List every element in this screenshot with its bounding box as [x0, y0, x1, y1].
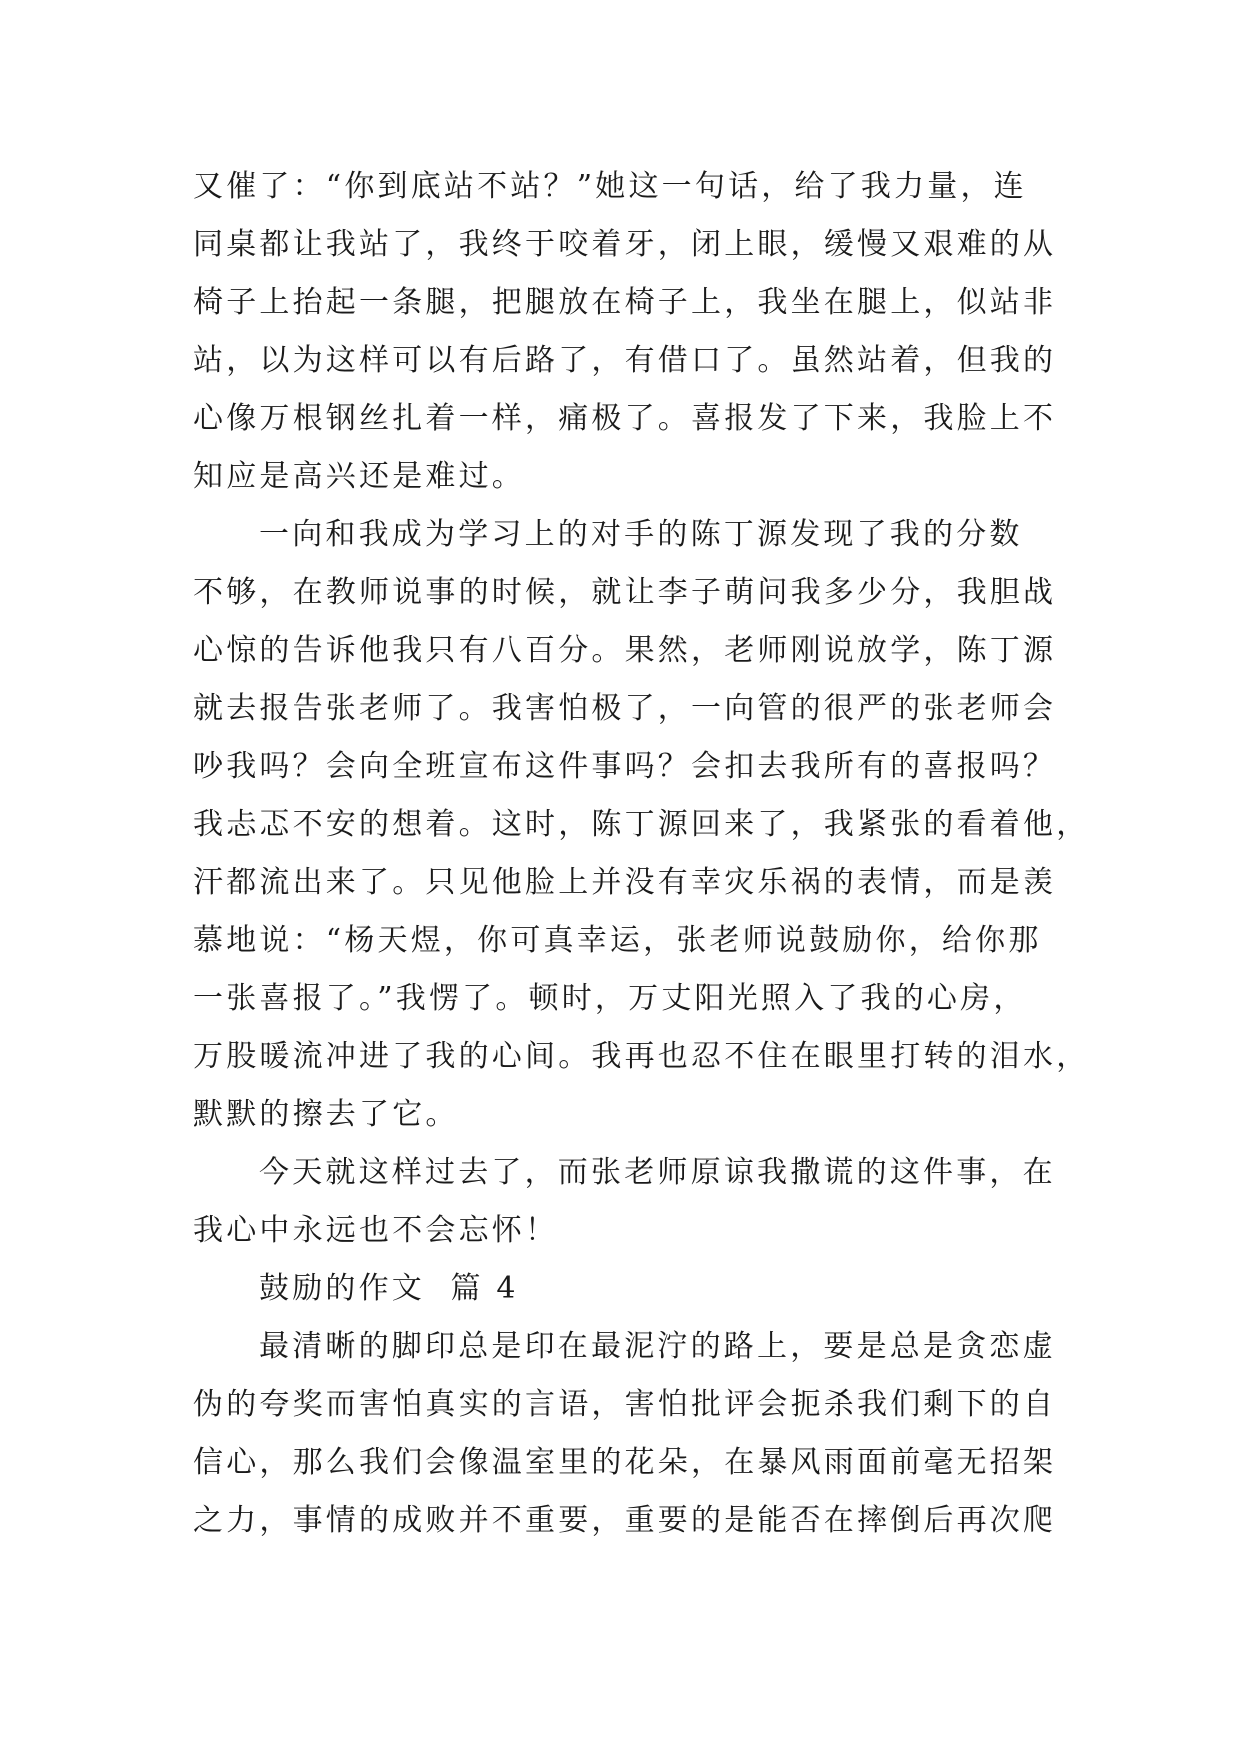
paragraph-start-line: 今天就这样过去了，而张老师原谅我撒谎的这件事，在	[259, 1155, 1056, 1190]
text-line: 默默的擦去了它。	[193, 1097, 459, 1132]
text-line: 万股暖流冲进了我的心间。我再也忍不住在眼里打转的泪水，	[193, 1039, 1090, 1074]
text-line: 我忐忑不安的想着。这时，陈丁源回来了，我紧张的看着他，	[193, 807, 1090, 842]
text-line: 又催了：“你到底站不站？”她这一句话，给了我力量，连	[193, 169, 1027, 204]
text-line: 吵我吗？会向全班宣布这件事吗？会扣去我所有的喜报吗？	[193, 749, 1057, 784]
section-heading: 鼓励的作文 篇 4	[259, 1271, 519, 1306]
text-line: 一张喜报了。”我愣了。顿时，万丈阳光照入了我的心房，	[193, 981, 1027, 1016]
text-line: 汗都流出来了。只见他脸上并没有幸灾乐祸的表情，而是羡	[193, 865, 1057, 900]
text-line: 心惊的告诉他我只有八百分。果然，老师刚说放学，陈丁源	[193, 633, 1057, 668]
text-line: 信心，那么我们会像温室里的花朵，在暴风雨面前毫无招架	[193, 1445, 1057, 1480]
paragraph-start-line: 一向和我成为学习上的对手的陈丁源发现了我的分数	[259, 517, 1023, 552]
paragraph-start-line: 最清晰的脚印总是印在最泥泞的路上，要是总是贪恋虚	[259, 1329, 1056, 1364]
text-line: 椅子上抬起一条腿，把腿放在椅子上，我坐在腿上，似站非	[193, 285, 1057, 320]
text-line: 我心中永远也不会忘怀！	[193, 1213, 559, 1248]
text-line: 心像万根钢丝扎着一样，痛极了。喜报发了下来，我脸上不	[193, 401, 1057, 436]
text-line: 同桌都让我站了，我终于咬着牙，闭上眼，缓慢又艰难的从	[193, 227, 1057, 262]
text-line: 站，以为这样可以有后路了，有借口了。虽然站着，但我的	[193, 343, 1057, 378]
text-line: 知应是高兴还是难过。	[193, 459, 525, 494]
body-text	[193, 158, 1090, 1550]
text-line: 不够，在教师说事的时候，就让李子萌问我多少分，我胆战	[193, 575, 1057, 610]
text-line: 慕地说：“杨天煜，你可真幸运，张老师说鼓励你，给你那	[193, 923, 1042, 958]
text-line: 之力，事情的成败并不重要，重要的是能否在摔倒后再次爬	[193, 1503, 1057, 1538]
text-line: 伪的夸奖而害怕真实的言语，害怕批评会扼杀我们剩下的自	[193, 1387, 1057, 1422]
text-line: 就去报告张老师了。我害怕极了，一向管的很严的张老师会	[193, 691, 1057, 726]
